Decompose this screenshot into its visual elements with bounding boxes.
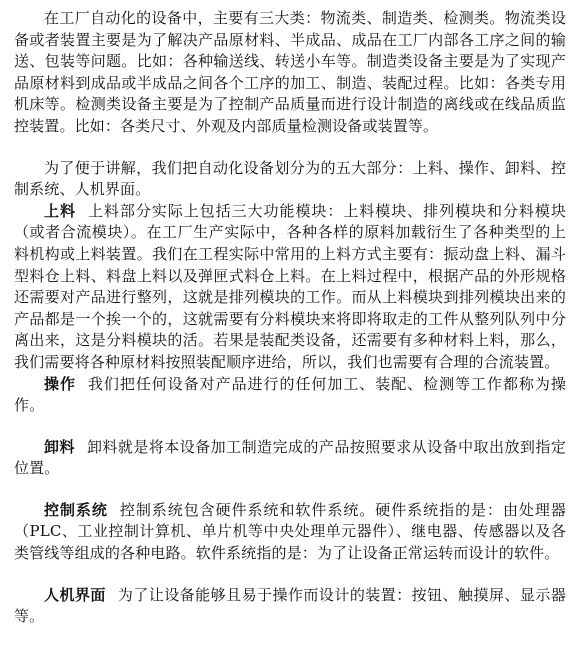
operation-paragraph: [14, 374, 566, 417]
hmi-text: 为了让设备能够且易于操作而设计的装置：按钮、触摸屏、显示器等。: [14, 585, 566, 626]
hmi-term: 人机界面: [44, 585, 106, 604]
loading-term: 上料: [44, 201, 76, 220]
overview-paragraph: 为了便于讲解，我们把自动化设备划分为的五大部分：上料、操作、卸料、控制系统、人机界面。: [14, 158, 566, 199]
unloading-text: 卸料就是将本设备加工制造完成的产品按照要求从设备中取出放到指定位置。: [14, 437, 566, 478]
unloading-term: 卸料: [44, 437, 75, 456]
intro-paragraph: 在工厂自动化的设备中，主要有三大类：物流类、制造类、检测类。物流类设备或者装置主要是为了解决产品原材料、半成品、成品在工厂内部各工序之间的输送、包装等问题。比如：各种输送线、转送小车等。制造类设备主要是为了实现产品原材料到成品或半成品之间各个工序的加工、制造、装配过程。比如：各类专用机床等。检测类设备主要是为了控制产品质量而进行设计制造的离线或在线品质监控装置。比如：各类尺寸、外观及内部质量检测设备或装置等。: [14, 9, 566, 135]
paragraph-spacer: [14, 565, 566, 585]
operation-term: 操作: [44, 374, 76, 393]
control-text: 控制系统包含硬件系统和软件系统。硬件系统指的是：由处理器（PLC、工业控制计算机、单片机等中央处理单元器件）、继电器、传感器以及各类管线等组成的各种电路。软件系统指的是：为了让设备正常运转而设计的软件。: [14, 500, 566, 563]
operation-text: 我们把任何设备对产品进行的任何加工、装配、检测等工作都称为操作。: [14, 374, 566, 415]
paragraph-spacer: [14, 480, 566, 500]
document-body: [14, 8, 566, 628]
paragraph-spacer: [14, 138, 566, 158]
control-term: 控制系统: [44, 500, 108, 519]
unloading-paragraph: [14, 437, 566, 480]
loading-paragraph: [14, 201, 566, 374]
loading-text: 上料部分实际上包括三大功能模块：上料模块、排列模块和分料模块（或者合流模块）。在工厂生产实际中，各种各样的原料加载衍生了各种类型的上料机构或上料装置。我们在工程实际中常用的上料方式主要有：振动盘上料、漏斗型料仓上料、料盘上料以及弹匣式料仓上料。在上料过程中，根据产品的外形规格还需要对产品进行整列，这就是排列模块的工作。而从上料模块到排列模块出来的产品都是一个挨一个的，这就需要有分料模块来将即将取走的工件从整列队列中分离出来，这是分料模块的活。若果是装配类设备，还需要有多种材料上料，那么，我们需要将各种原材料按照装配顺序进给，所以，我们也需要有合理的合流装置。: [14, 201, 566, 371]
hmi-paragraph: [14, 585, 566, 628]
control-paragraph: [14, 500, 566, 565]
paragraph-spacer: [14, 417, 566, 437]
